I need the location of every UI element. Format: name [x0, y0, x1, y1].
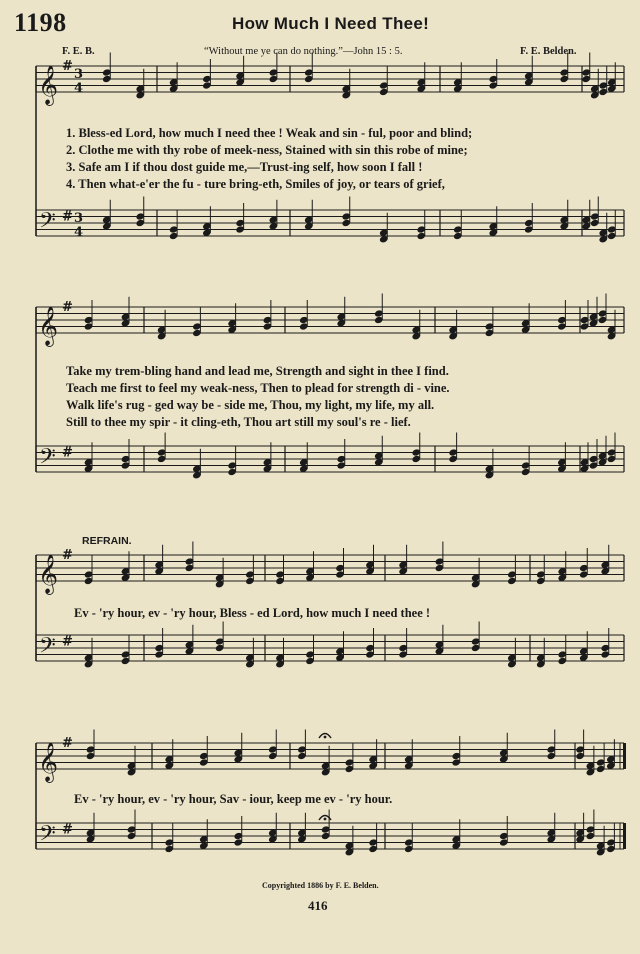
bass-clef-icon: 𝄢 [39, 821, 56, 852]
composer-credit: F. E. Belden. [520, 46, 577, 57]
verse-4-line-1: 4. Then what-e'er the fu - ture bring-eth, Smiles of joy, or tears of grief, [66, 177, 445, 191]
page-number: 416 [308, 898, 328, 913]
sharp-key-signature-icon: # [62, 209, 73, 225]
bass-clef-icon: 𝄢 [39, 208, 56, 239]
sharp-key-signature-icon: # [62, 548, 73, 563]
sharp-key-signature-icon: # [62, 59, 73, 74]
time-signature-bottom: 4 [74, 81, 84, 96]
hymn-number: 1198 [14, 8, 67, 37]
verse-2-line-1: 2. Clothe me with thy robe of meek-ness, Stained with sin this robe of mine; [66, 143, 468, 157]
verse-1-line-2: Take my trem-bling hand and lead me, Strength and sight in thee I find. [66, 364, 449, 378]
final-barline [623, 823, 626, 849]
treble-clef-icon: 𝄞 [38, 65, 59, 105]
sharp-key-signature-icon: # [62, 736, 73, 751]
verse-3-line-2: Walk life's rug - ged way be - side me, Thou, my light, my life, my all. [66, 398, 435, 412]
treble-clef-icon: 𝄞 [38, 742, 59, 782]
treble-clef-icon: 𝄞 [38, 554, 59, 594]
fermata-dot [324, 736, 327, 739]
refrain-lyrics-line-1: Ev - 'ry hour, ev - 'ry hour, Bless - ed Lord, how much I need thee ! [74, 606, 431, 620]
verse-3-line-1: 3. Safe am I if thou dost guide me,—Trust-ing self, how soon I fall ! [66, 160, 423, 174]
treble-clef-icon: 𝄞 [38, 306, 59, 346]
refrain-lyrics-line-2: Ev - 'ry hour, ev - 'ry hour, Sav - iour, keep me ev - 'ry hour. [74, 792, 393, 806]
copyright-notice: Copyrighted 1886 by F. E. Belden. [262, 881, 379, 890]
verse-2-line-2: Teach me first to feel my weak-ness, Then to plead for strength di - vine. [66, 381, 450, 395]
bass-clef-icon: 𝄢 [39, 444, 56, 475]
sharp-key-signature-icon: # [62, 822, 73, 838]
refrain-label: REFRAIN. [82, 535, 132, 547]
hymn-title: How Much I Need Thee! [232, 14, 430, 33]
sharp-key-signature-icon: # [62, 300, 73, 315]
sharp-key-signature-icon: # [62, 634, 73, 650]
time-signature-top: 3 [74, 211, 84, 226]
sharp-key-signature-icon: # [62, 445, 73, 461]
time-signature-top: 3 [74, 67, 84, 82]
fermata-dot [324, 818, 327, 821]
bass-clef-icon: 𝄢 [39, 633, 56, 664]
verse-1-line-1: 1. Bless-ed Lord, how much I need thee ! Weak and sin - ful, poor and blind; [66, 126, 473, 140]
final-barline [623, 743, 626, 769]
scripture-epigraph: “Without me ye can do nothing.”—John 15 : 5. [204, 46, 403, 57]
time-signature-bottom: 4 [74, 225, 84, 240]
lyricist-credit: F. E. B. [62, 46, 95, 57]
verse-4-line-2: Still to thee my spir - it cling-eth, Thou art still my soul's re - lief. [66, 415, 411, 429]
